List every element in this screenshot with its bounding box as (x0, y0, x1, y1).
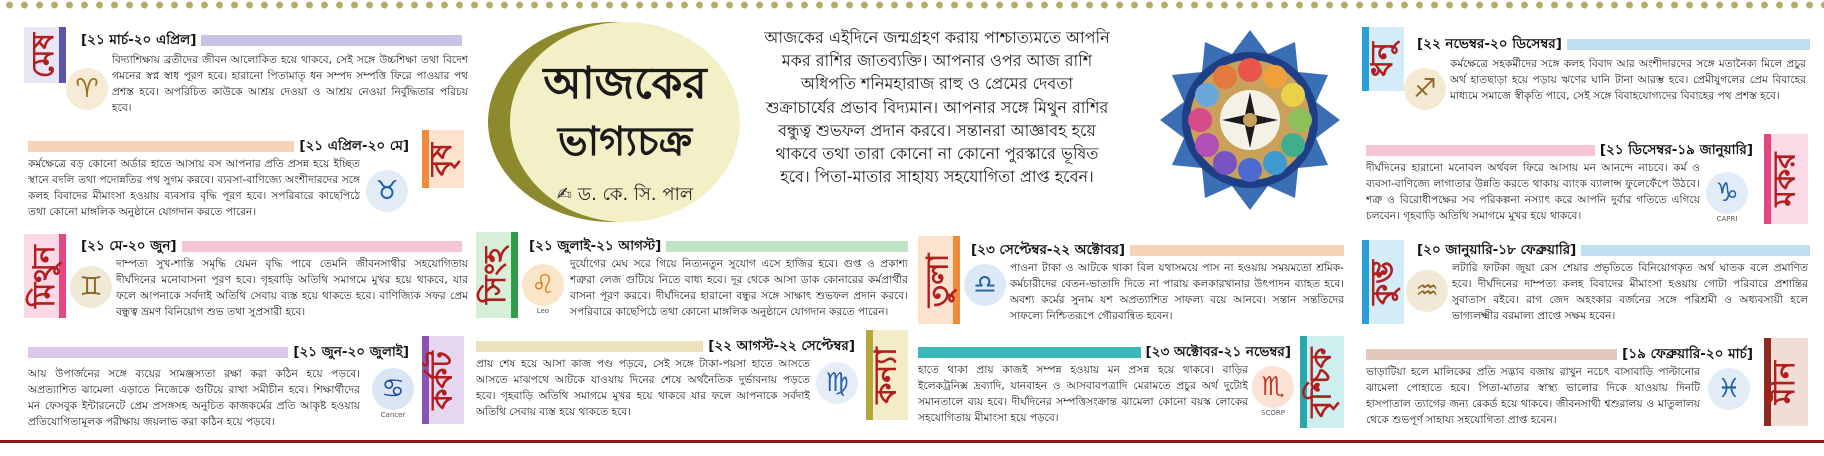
sign-label-makar: মকর (1764, 134, 1808, 224)
sign-label-brish: বৃষ (422, 130, 464, 188)
maiden-icon: ♍ (816, 362, 858, 404)
title-block (488, 22, 744, 222)
bull-icon: ♉ (366, 170, 408, 212)
sign-label-kanya: কন্যা (866, 330, 908, 420)
sign-label-dhanu: ধনু (1362, 27, 1404, 91)
text-kumbha: লটারি ফাটকা জুয়া রেস শেয়ার প্রভৃতিতে বিনিয়োগকৃত অর্থ ঘাতক বলে প্রমাণিত হবে। দীর্ঘদিনের দাম্পত্য কলহ বিবাদের মীমাংসা হওয়ায় গোটা পরিবারে প্রশান্তির সুবাতাস বইবে। রাগ জেদ অহংকার বর্জনের সঙ্গে পরিশ্রমী ও অধ্যবসায়ী হলে ভাগ্যলক্ষ্মীর বরমাল্য প্রাপ্তে সক্ষম হবেন। (1452, 262, 1808, 322)
text-brishchik: হাতে থাকা প্রায় কাজই সম্পন্ন হওয়ায় মন প্রসন্ন হয়ে থাকবে। বাড়ির ইলেকট্রনিক্স দ্রব্যাদি, যানবাহন ও আসবাবপত্রাদি মেরামতে প্রচুর অর্থ দুটোই সমানতালে ব্যয় হবে। দীর্ঘদিনের সম্পত্তিসংক্রান্ত ঝামেলা কোনো বয়স্ক লোকের সহযোগিতায় মীমাংসা হয়ে পড়বে। (918, 364, 1248, 424)
date-header-kanya: [২২ আগস্ট-২২ সেপ্টেম্বর] (476, 336, 860, 356)
goat-icon: ♑ CAPRI (1706, 172, 1748, 214)
intro-paragraph: আজকের এইদিনে জন্মগ্রহণ করায় পাশ্চাত্যমতে আপনি মকর রাশির জাতব্যক্তি। আপনার ওপর আজ রাশি অধিপতি শনিমহারাজ রাহু ও প্রেমের দেবতা শুক্রাচার্যের প্রভাব বিদ্যমান। আপনার সঙ্গে মিথুন রাশির বন্ধুত্ব শুভফল প্রদান করবে। সন্তানরা আজ্ঞাবহ হয়ে থাকবে তথা তারা কোনো না কোনো পুরস্কারে ভূষিত হবে। পিতা-মাতার সাহায্য সহযোগিতা প্রাপ্ত হবেন। (764, 28, 1110, 187)
bottom-rule (0, 440, 1824, 443)
water-bearer-icon: ♒ (1406, 270, 1448, 312)
date-header-kumbha: [২০ জানুয়ারি-১৮ ফেব্রুয়ারি] (1412, 240, 1810, 260)
sign-label-tula: তুলা (918, 236, 960, 324)
sign-label-meen: মীন (1764, 338, 1808, 426)
date-header-karkat: [২১ জুন-২০ জুলাই] (28, 342, 414, 362)
crab-icon: ♋ Cancer (372, 368, 414, 410)
date-header-singha: [২১ জুলাই-২১ আগস্ট] (524, 236, 908, 256)
text-makar: দীর্ঘদিনের হারানো মনোবল অর্থবল ফিরে আসায় মন আনন্দে নাচবে। কর্ম ও ব্যবসা-বাণিজ্যে লাগাতার উন্নতি করতে থাকায় ব্যাংক ব্যালান্স ফুলেফেঁপে উঠবে। শত্রু ও বিরোধীপক্ষের সব পরিকল্পনা নস্যাৎ করে আপনি দুর্বার গতিতে এগিয়ে চলবেন। গৃহবাড়ি অতিথি সমাগমে মুখর হয়ে থাকবে। (1366, 162, 1700, 222)
lion-icon: ♌ Leo (522, 264, 564, 306)
text-kanya: প্রায় শেষ হয়ে আসা কাজ পণ্ড পড়বে, সেই সঙ্গে টাকা-পয়সা হাতে আসতে আসতে মাঝপথে আটকে যাওয়ায় দিনের শেষে অর্থনৈতিক দুর্ভাবনায় পড়তে হবে। গৃহবাড়ি অতিথি সমাগমে মুখর হয়ে থাকবে যার ফলে আপনাকে সর্বদাই অতিথি সেবায় ব্যস্ত হয়ে থাকতে হবে। (476, 358, 810, 418)
date-header-makar: [২১ ডিসেম্বর-১৯ জানুয়ারি] (1366, 140, 1758, 160)
fish-icon: ♓ (1708, 368, 1750, 410)
author-name: ড. কে. সি. পাল (577, 184, 694, 205)
text-karkat: আয় উপার্জনের সঙ্গে ব্যয়ের সামঞ্জস্যতা রক্ষা করা কঠিন হয়ে পড়বে। অপ্রত্যাশিত ঝামেলা এড়াতে নিজেকে গুটিয়ে রাখা সমীচীন হবে। শিক্ষার্থীদের মন ফেসবুক ইন্টারনেটে প্রেম প্রসঙ্গসহ অনুচিত কাজকর্মের প্রতি আকৃষ্ট হওয়ায় প্রতিযোগিতামূলক পরীক্ষায় জয়লাভ করা কঠিন হয়ে পড়বে। (28, 368, 360, 428)
text-meen: ভাড়াটিয়া হলে মালিকের প্রতি সদ্ভাব বজায় রাখুন নচেৎ বাসাবাড়ি পাল্টানোর ঝামেলা পোহাতে হবে। পিতা-মাতার স্বাস্থ্য ভালোর দিকে যাওয়ায় দিনটি হাসপাতাল ত্যাগের জন্য রেকর্ড হয়ে থাকবে। জীবনসাথী শ্বশুরালয় ও মাতুলালয় থেকে শুভপূর্ণ সাহায্য সহযোগিতা প্রাপ্ত হবেন। (1366, 366, 1700, 426)
sign-label-mesh: মেষ (24, 27, 66, 83)
scales-icon: ♎ (964, 264, 1006, 306)
sign-label-kumbha: কুম্ভ (1362, 240, 1404, 324)
page-title-line1: আজকের (543, 58, 707, 109)
sign-label-singha: সিংহ (476, 232, 518, 318)
twins-icon: ♊ (70, 266, 112, 308)
pen-icon: ✍ (556, 184, 572, 205)
sign-label-mithun: মিথুন (24, 234, 66, 318)
sign-label-brishchik: বৃশ্চিক (1300, 336, 1344, 428)
text-mithun: দাম্পত্য সুখ-শান্তি সমৃদ্ধি যেমন বৃদ্ধি পাবে তেমনি জীবনসাথীর সহযোগিতায় দীর্ঘদিনের মনোবাসনা পূরণ হবে। গৃহবাড়ি অতিথি সমাগমে মুখর হয়ে থাকবে, যার ফলে আপনাকে সর্বদাই অতিথি সেবায় ব্যস্ত হয়ে থাকতে হবে। বাণিজ্যিক সফর প্রেম বন্ধুত্ব ভ্রমণ বিনিয়োগ শুভ তথা সুপ্রসারী হবে। (116, 258, 468, 318)
page-title-line2: ভাগ্যচক্র (557, 119, 693, 165)
date-header-meen: [১৯ ফেব্রুয়ারি-২০ মার্চ] (1366, 344, 1758, 364)
text-mesh: বিদ্যাশিক্ষায় ব্রতীদের জীবন আলোকিত হয়ে থাকবে, সেই সঙ্গে উচ্চশিক্ষা তথা বিদেশ গমনের স্বপ্ন স্বাধ পূরণ হবে। হারানো পিতামাতৃ ধন সম্পদ সম্পত্তি ফিরে পাওয়ার পথ প্রশস্ত হবে। অপরিচিত কাউকে আশ্রয় দেওয়া ও আশ্রয় নেওয়া নির্বুদ্ধিতার পরিচয় হবে। (112, 54, 468, 114)
dotted-border (0, 0, 1824, 10)
text-singha: দুর্যোগের মেঘ সরে গিয়ে নিত্যনতুন সুযোগ এসে হাজির হবে। গুপ্ত ও প্রকাশ্য শত্রুরা লেজ গুটিয়ে নিতে বাধ্য হবে। দূর থেকে আসা ডাক কোনারের কর্মপ্রার্থীর বাসনা পূরণ করবে। দীর্ঘদিনের হারানো বন্ধুর সঙ্গে সাক্ষাৎ শুভফল প্রদান করবে। সপরিবারে কাছেপিঠে তথা কোনো মাঙ্গলিক অনুষ্ঠানে যোগদান করতে পারেন। (570, 258, 908, 318)
ram-icon: ♈ (66, 68, 108, 110)
text-dhanu: কর্মক্ষেত্রে সহকর্মীদের সঙ্গে কলহ বিবাদ আর অংশীদারদের সঙ্গে মতানৈক্য মিলে প্রচুর অর্থ হাতছাড়া হয়ে পড়ায় ঋণের ঘানি টানা আরম্ভ হবে। প্রেমীযুগলের প্রেম বিবাহের মাধ্যমে সমাজে স্বীকৃতি পাবে, সেই সঙ্গে বিবাহযোগ্যদের বিবাহের পথ প্রশস্ত হবে। (1450, 58, 1806, 102)
date-header-brishchik: [২৩ অক্টোবর-২১ নভেম্বর] (918, 342, 1296, 362)
date-header-brish: [২১ এপ্রিল-২০ মে] (28, 136, 414, 156)
sign-label-karkat: কর্কট (422, 336, 464, 424)
archer-icon: ♐ (1404, 68, 1446, 110)
author-byline (510, 180, 740, 211)
date-header-mithun: [২১ মে-২০ জুন] (76, 236, 462, 256)
date-header-mesh: [২১ মার্চ-২০ এপ্রিল] (76, 30, 462, 50)
zodiac-wheel-icon (1158, 28, 1342, 212)
text-brish: কর্মক্ষেত্রে বড় কোনো অর্ডার হাতে আসায় বস আপনার প্রতি প্রসন্ন হয়ে ইচ্ছিত স্থানে বদলি তথা পদোন্নতির পথ সুগম করবে। ব্যবসা-বাণিজ্যে অংশীদারদের সঙ্গে কলহ বিবাদের মীমাংসা হওয়ায় ব্যবসার বৃদ্ধি পূরণ হবে। সপরিবারে কাছেপিঠে তথা কোনো মাঙ্গলিক অনুষ্ঠানে যোগদান করতে পারেন। (28, 158, 360, 218)
date-header-tula: [২৩ সেপ্টেম্বর-২২ অক্টোবর] (966, 240, 1344, 260)
date-header-dhanu: [২২ নভেম্বর-২০ ডিসেম্বর] (1412, 34, 1810, 54)
scorpion-icon: ♏ SCORP (1252, 366, 1294, 408)
text-tula: পাওনা টাকা ও আটকে থাকা বিল যথাসময়ে পাস না হওয়ায় সময়মতো শ্রমিক-কর্মচারীদের বেতন-ভাতাদি দিতে না পারায় কলকারখানার উৎপাদন ব্যাহত হবে। অবশ্য কর্মের সুনাম যশ অপ্রত্যাশিত সাফল্য বয়ে আনবে। সন্তান সন্ততিদের সাফল্যে নিশ্চিতরূপে গৌরবান্বিত হবেন। (1010, 262, 1344, 322)
